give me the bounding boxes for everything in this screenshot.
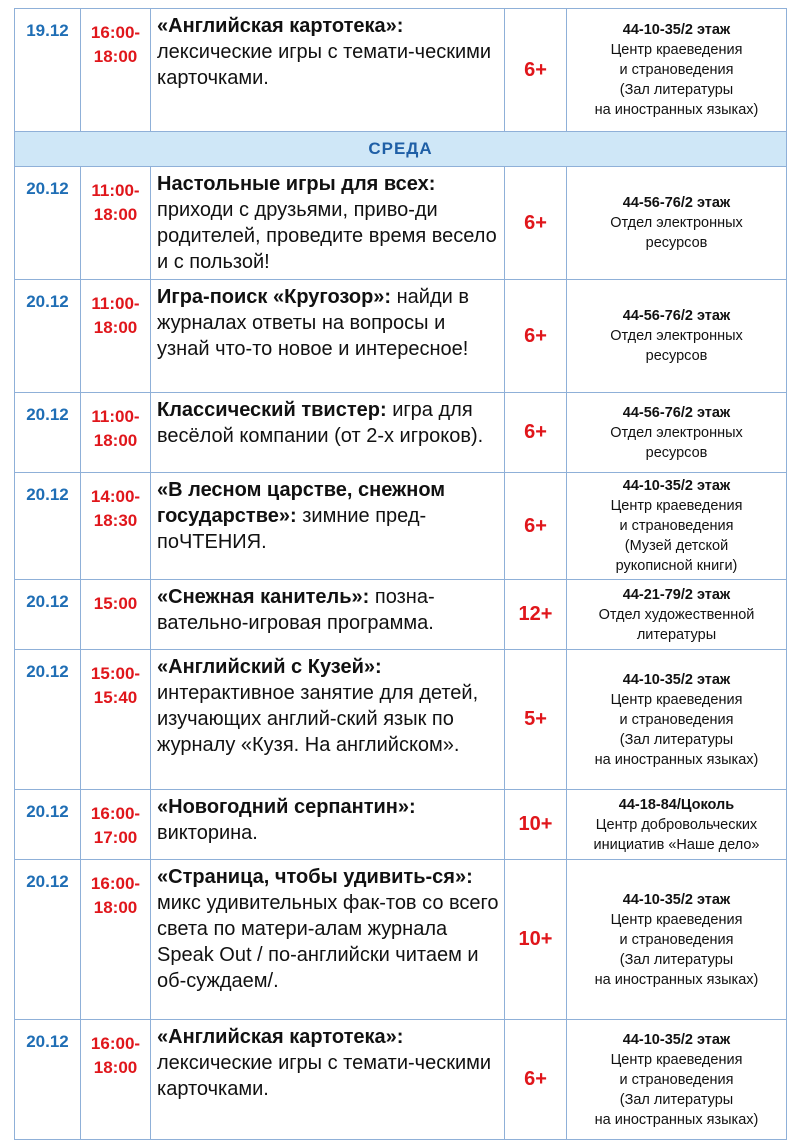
location-line: и страноведения <box>619 931 734 948</box>
event-description <box>151 9 505 132</box>
event-row <box>15 473 787 580</box>
location-line: и страноведения <box>619 1071 734 1088</box>
time-start: 16:00- <box>90 874 141 893</box>
time-start: 15:00 <box>93 594 138 613</box>
location-line: Отдел электронных <box>610 424 743 441</box>
location-phone: 44-56-76/2 этаж <box>622 404 731 421</box>
event-location <box>567 860 787 1020</box>
location-line: на иностранных языках) <box>594 102 759 118</box>
age-rating: 6+ <box>505 1020 567 1140</box>
event-time <box>81 9 151 132</box>
location-line: ресурсов <box>645 235 708 251</box>
event-time <box>81 580 151 650</box>
location-line: (Зал литературы <box>619 951 734 968</box>
time-start: 11:00- <box>91 294 140 313</box>
event-row <box>15 860 787 1020</box>
location-phone: 44-10-35/2 этаж <box>622 1031 731 1048</box>
event-text: позна-вательно-игровая программа. <box>157 586 435 634</box>
location-line: (Музей детской <box>624 538 729 554</box>
time-start: 14:00- <box>90 487 141 506</box>
time-start: 15:00- <box>90 664 141 683</box>
time-end: 18:00 <box>93 47 138 66</box>
schedule-body <box>15 9 787 1140</box>
age-rating: 6+ <box>505 280 567 393</box>
event-date: 20.12 <box>15 650 81 790</box>
age-rating: 6+ <box>505 9 567 132</box>
location-line: Центр краеведения <box>610 42 743 58</box>
time-end: 18:00 <box>93 431 138 450</box>
location-line: инициатив «Наше дело» <box>593 836 760 853</box>
event-date: 20.12 <box>15 393 81 473</box>
event-text: викторина. <box>157 822 258 844</box>
event-title: Настольные игры для всех: <box>157 173 436 195</box>
event-row <box>15 393 787 473</box>
location-phone: 44-10-35/2 этаж <box>622 22 731 38</box>
location-line: Отдел электронных <box>610 215 743 231</box>
location-phone: 44-10-35/2 этаж <box>622 671 731 688</box>
event-time <box>81 650 151 790</box>
age-rating: 10+ <box>505 860 567 1020</box>
event-text: найди в журналах ответы на вопросы и узнай что-то новое и интересное! <box>157 286 470 360</box>
time-start: 16:00- <box>90 23 141 42</box>
event-date: 20.12 <box>15 580 81 650</box>
event-title: Игра-поиск «Кругозор»: <box>157 286 392 308</box>
location-line: Центр краеведения <box>610 1051 743 1068</box>
location-line: Центр краеведения <box>610 911 743 928</box>
event-text: зимние пред-поЧТЕНИЯ. <box>157 505 427 553</box>
time-end: 17:00 <box>93 828 138 847</box>
time-end: 18:00 <box>93 318 138 337</box>
event-location <box>567 280 787 393</box>
age-rating: 5+ <box>505 650 567 790</box>
event-title: «Новогодний серпантин»: <box>157 796 416 818</box>
event-date: 19.12 <box>15 9 81 132</box>
location-line: (Зал литературы <box>619 1091 734 1108</box>
event-time <box>81 167 151 280</box>
location-phone: 44-56-76/2 этаж <box>622 308 731 324</box>
event-description <box>151 650 505 790</box>
location-line: Центр добровольческих <box>595 816 758 833</box>
event-time <box>81 393 151 473</box>
time-end: 18:00 <box>93 205 138 224</box>
event-location <box>567 790 787 860</box>
event-date: 20.12 <box>15 1020 81 1140</box>
event-title: «В лесном царстве, снежном государстве»: <box>157 479 446 527</box>
location-line: ресурсов <box>645 444 708 461</box>
location-line: на иностранных языках) <box>594 1111 759 1128</box>
event-date: 20.12 <box>15 167 81 280</box>
time-end: 18:00 <box>93 898 138 917</box>
event-date: 20.12 <box>15 473 81 580</box>
event-title: «Английская картотека»: <box>157 15 404 37</box>
event-row <box>15 790 787 860</box>
event-text: лексические игры с темати-ческими карточками. <box>157 41 492 89</box>
event-date: 20.12 <box>15 280 81 393</box>
event-description <box>151 1020 505 1140</box>
time-start: 16:00- <box>90 1034 141 1053</box>
event-time <box>81 280 151 393</box>
location-phone: 44-18-84/Цоколь <box>618 796 735 813</box>
event-location <box>567 580 787 650</box>
event-description <box>151 393 505 473</box>
location-line: ресурсов <box>645 348 708 364</box>
event-location <box>567 1020 787 1140</box>
event-row <box>15 9 787 132</box>
age-rating: 10+ <box>505 790 567 860</box>
event-description <box>151 580 505 650</box>
location-phone: 44-21-79/2 этаж <box>622 586 731 603</box>
schedule-table <box>14 8 787 1140</box>
event-description <box>151 790 505 860</box>
location-line: Отдел электронных <box>610 328 743 344</box>
event-text: интерактивное занятие для детей, изучающих англий-ский язык по журналу «Кузя. На английском». <box>157 682 479 756</box>
time-start: 11:00- <box>91 181 140 200</box>
event-row <box>15 580 787 650</box>
event-text: игра для весёлой компании (от 2-х игроков). <box>157 399 484 447</box>
location-line: Отдел художественной <box>598 606 755 623</box>
location-line: Центр краеведения <box>610 691 743 708</box>
event-description <box>151 167 505 280</box>
age-rating: 12+ <box>505 580 567 650</box>
event-location <box>567 393 787 473</box>
location-phone: 44-10-35/2 этаж <box>622 478 731 494</box>
event-time <box>81 1020 151 1140</box>
location-line: рукописной книги) <box>615 558 738 574</box>
time-end: 15:40 <box>93 688 138 707</box>
event-title: Классический твистер: <box>157 399 387 421</box>
location-line: и страноведения <box>619 711 734 728</box>
event-location <box>567 167 787 280</box>
event-date: 20.12 <box>15 790 81 860</box>
event-date: 20.12 <box>15 860 81 1020</box>
age-rating: 6+ <box>505 473 567 580</box>
location-line: на иностранных языках) <box>594 751 759 768</box>
event-description <box>151 473 505 580</box>
day-header: СРЕДА <box>15 132 787 167</box>
event-description <box>151 860 505 1020</box>
event-text: лексические игры с темати-ческими карточками. <box>157 1052 492 1100</box>
event-location <box>567 650 787 790</box>
event-title: «Английская картотека»: <box>157 1026 404 1048</box>
age-rating: 6+ <box>505 167 567 280</box>
location-line: Центр краеведения <box>610 498 743 514</box>
location-line: (Зал литературы <box>619 82 734 98</box>
event-row <box>15 650 787 790</box>
event-description <box>151 280 505 393</box>
event-time <box>81 790 151 860</box>
time-start: 16:00- <box>90 804 141 823</box>
event-text: приходи с друзьями, приво-ди родителей, проведите время весело и с пользой! <box>157 199 497 273</box>
event-row <box>15 167 787 280</box>
location-line: и страноведения <box>619 62 734 78</box>
location-line: (Зал литературы <box>619 731 734 748</box>
time-start: 11:00- <box>91 407 140 426</box>
event-text: микс удивительных фак-тов со всего света по матери-алам журнала Speak Out / по-английски читаем и об-суждаем/. <box>157 892 499 992</box>
location-line: и страноведения <box>619 518 734 534</box>
event-title: «Страница, чтобы удивить-ся»: <box>157 866 473 888</box>
event-location <box>567 473 787 580</box>
event-location <box>567 9 787 132</box>
event-row <box>15 280 787 393</box>
event-row <box>15 1020 787 1140</box>
age-rating: 6+ <box>505 393 567 473</box>
event-title: «Английский с Кузей»: <box>157 656 382 678</box>
day-header-row <box>15 132 787 167</box>
location-phone: 44-56-76/2 этаж <box>622 195 731 211</box>
event-title: «Снежная канитель»: <box>157 586 370 608</box>
time-end: 18:30 <box>93 511 138 530</box>
location-line: на иностранных языках) <box>594 971 759 988</box>
event-time <box>81 860 151 1020</box>
event-time <box>81 473 151 580</box>
location-phone: 44-10-35/2 этаж <box>622 891 731 908</box>
time-end: 18:00 <box>93 1058 138 1077</box>
location-line: литературы <box>636 626 717 643</box>
